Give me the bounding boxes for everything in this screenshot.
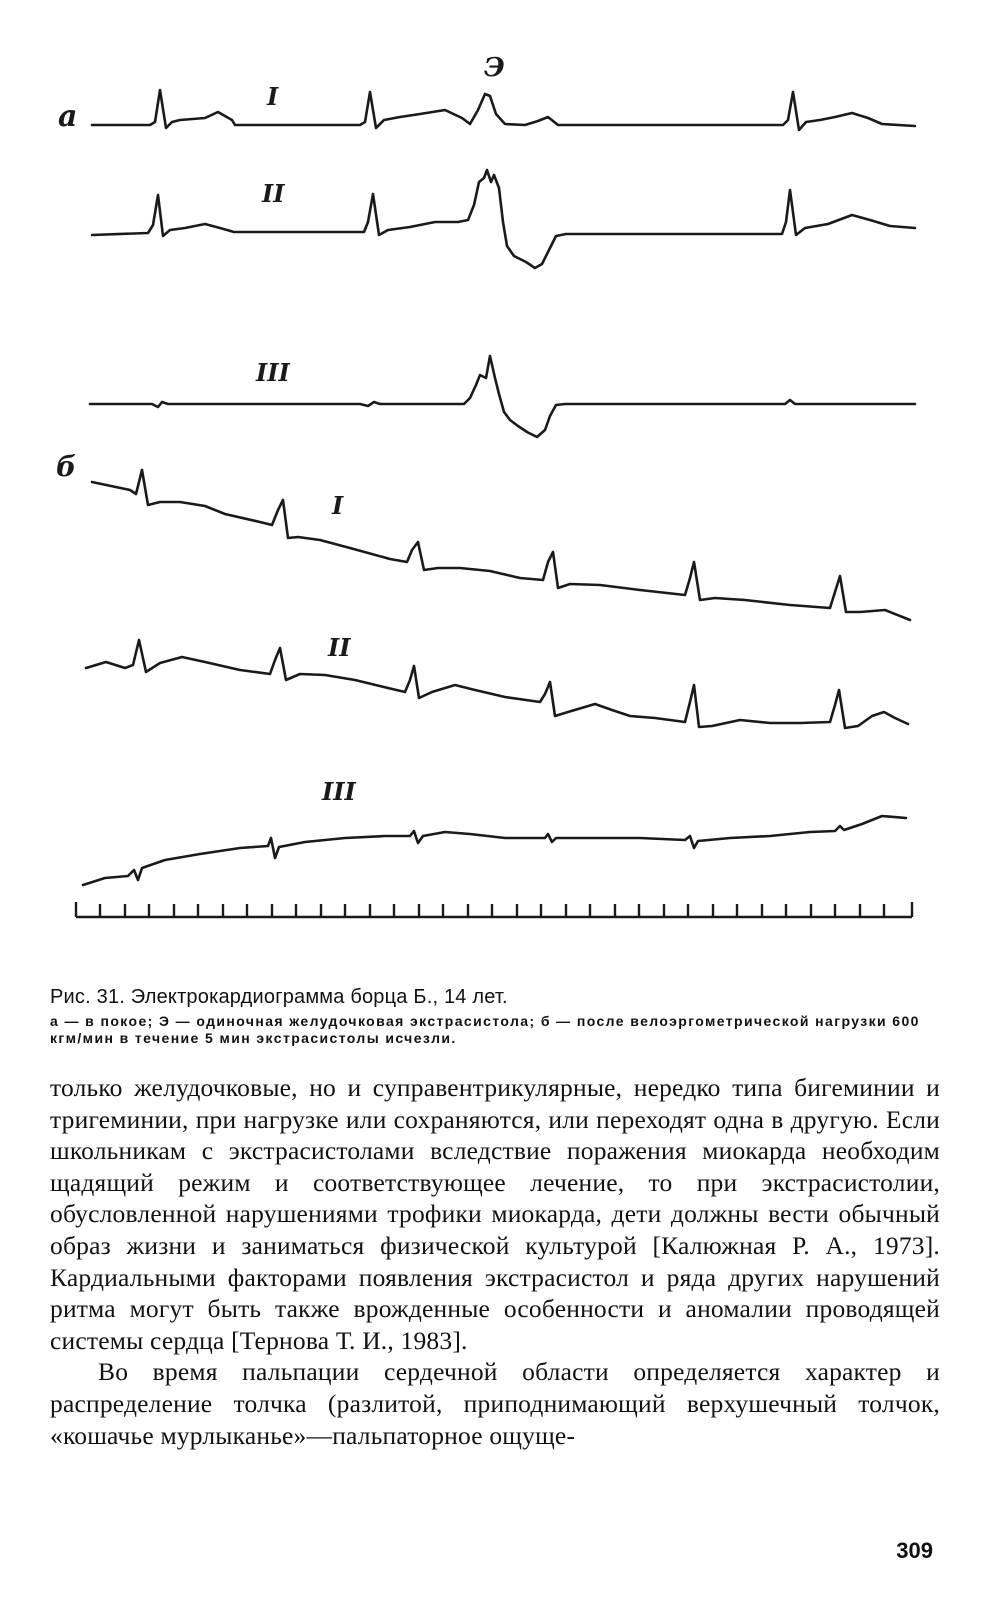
panel-a-label: а <box>58 99 78 134</box>
lead-label-a-2: II <box>262 179 285 208</box>
lead-label-b-1: I <box>332 491 344 520</box>
lead-label-a-3: III <box>256 358 290 387</box>
ecg-trace-a-lead-3 <box>90 356 915 437</box>
ecg-trace-b-lead-1 <box>92 470 910 620</box>
ecg-trace-a-lead-1 <box>92 90 915 130</box>
time-scale-ticks <box>76 902 912 917</box>
lead-label-b-3: III <box>322 777 356 806</box>
extrasystole-label: Э <box>484 53 505 83</box>
body-text <box>50 1072 940 1451</box>
lead-label-a-1: I <box>267 82 279 111</box>
lead-label-b-2: II <box>328 633 351 662</box>
ecg-trace-b-lead-2 <box>86 640 908 728</box>
paragraph-1: только желудочковые, но и суправентрикулярные, нередко типа бигеминии и тригеминии, при нагрузке или сохраняются, или переходят одна в другую. Если школьникам с экстрасистолами вследствие поражения миокарда необходим щадящий режим и соответствующее лечение, то при экстрасистолии, обусловленной нарушениями трофики миокарда, дети должны вести обычный образ жизни и заниматься физической культурой [Калюжная Р. А., 1973]. Кардиальными факторами появления экстрасистол и ряда других нарушений ритма могут быть также врожденные особенности и аномалии проводящей системы сердца [Тернова Т. И., 1983]. <box>50 1073 940 1355</box>
ecg-trace-b-lead-3 <box>83 816 906 885</box>
panel-b-label: б <box>56 450 77 483</box>
figure-caption <box>50 986 950 1047</box>
page-number: 309 <box>896 1538 933 1563</box>
paragraph-2: Во время пальпации сердечной области определяется характер и распределение толчка (разлитой, приподнимающий верхушечный толчок, «кошачье мурлыканье»—пальпаторное ощуще- <box>50 1357 940 1450</box>
ecg-trace-a-lead-2 <box>92 170 915 268</box>
caption-legend: а — в покое; Э — одиночная желудочковая экстрасистола; б — после велоэргометрической нагрузки 600 кгм/мин в течение 5 мин экстрасистолы исчезли. <box>50 1013 920 1046</box>
caption-title: Рис. 31. Электрокардиограмма борца Б., 14 лет. <box>50 986 508 1008</box>
